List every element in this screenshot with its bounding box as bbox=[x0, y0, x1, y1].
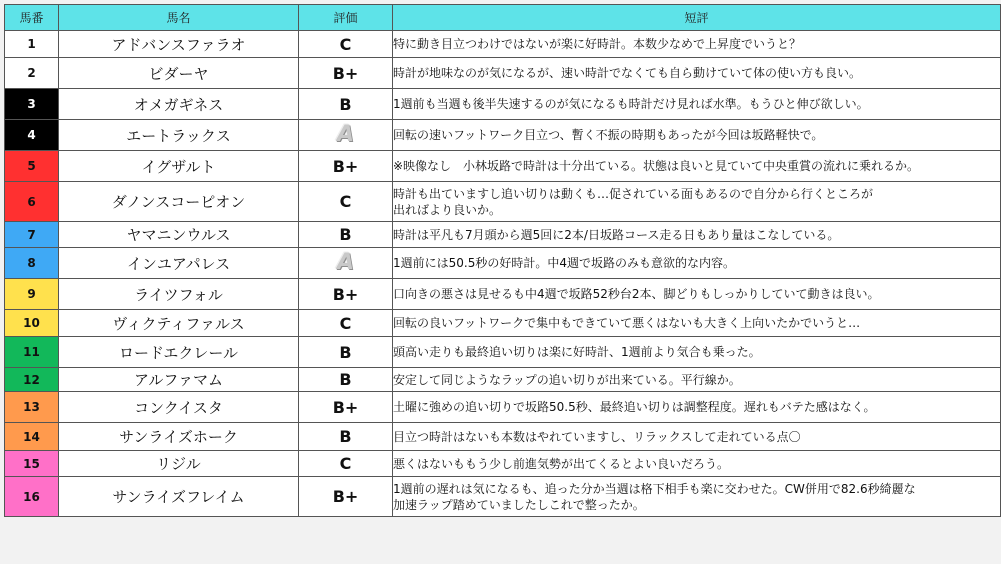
comment-line: 1週前の遅れは気になるも、追った分か当週は格下相手も楽に交わせた。CW併用で82.6秒綺麗な bbox=[393, 481, 916, 496]
table-row bbox=[5, 368, 1001, 392]
comment-line: 加速ラップ踏めていましたしこれで整ったか。 bbox=[393, 497, 645, 512]
table-row bbox=[5, 337, 1001, 368]
table-body bbox=[5, 31, 1001, 517]
grade-value: B+ bbox=[299, 151, 393, 182]
short-comment bbox=[393, 151, 1001, 182]
horse-name: イグザルト bbox=[59, 151, 299, 182]
horse-rating-table bbox=[4, 4, 1001, 517]
grade-value: B+ bbox=[299, 477, 393, 517]
short-comment bbox=[393, 310, 1001, 337]
short-comment bbox=[393, 477, 1001, 517]
short-comment bbox=[393, 337, 1001, 368]
comment-line: 回転の良いフットワークで集中もできていて悪くはないも大きく上向いたかでいうと… bbox=[393, 316, 861, 330]
short-comment bbox=[393, 222, 1001, 248]
horse-number: 10 bbox=[5, 310, 59, 337]
comment-line: 時計は平凡も7月頭から週5回に2本/日坂路コース走る日もあり量はこなしている。 bbox=[393, 227, 840, 242]
short-comment bbox=[393, 248, 1001, 279]
short-comment bbox=[393, 89, 1001, 120]
comment-line: 悪くはないももう少し前進気勢が出てくるとよい良いだろう。 bbox=[393, 456, 730, 471]
horse-name: ビダーヤ bbox=[59, 58, 299, 89]
horse-name: サンライズホーク bbox=[59, 423, 299, 451]
horse-number: 16 bbox=[5, 477, 59, 517]
comment-line: 1週前も当週も後半失速するのが気になるも時計だけ見れば水準。もうひと伸び欲しい。 bbox=[393, 97, 869, 111]
horse-number: 14 bbox=[5, 423, 59, 451]
table-row bbox=[5, 279, 1001, 310]
horse-number: 1 bbox=[5, 31, 59, 58]
horse-name: ダノンスコーピオン bbox=[59, 182, 299, 222]
grade-value: B+ bbox=[299, 279, 393, 310]
horse-name: アドバンスファラオ bbox=[59, 31, 299, 58]
horse-number: 4 bbox=[5, 120, 59, 151]
table-row bbox=[5, 392, 1001, 423]
grade-value: B bbox=[299, 89, 393, 120]
table-row bbox=[5, 182, 1001, 222]
comment-line: ※映像なし 小林坂路で時計は十分出ている。状態は良いと見ていて中央重賞の流れに乗れるか。 bbox=[393, 159, 920, 173]
short-comment bbox=[393, 368, 1001, 392]
grade-a-badge: A bbox=[336, 250, 355, 275]
table-row bbox=[5, 248, 1001, 279]
grade-value: B bbox=[299, 368, 393, 392]
comment-line: 頭高い走りも最終追い切りは楽に好時計、1週前より気合も乗った。 bbox=[393, 345, 761, 359]
comment-line: 目立つ時計はないも本数はやれていますし、リラックスして走れている点〇 bbox=[393, 429, 801, 444]
horse-number: 15 bbox=[5, 451, 59, 477]
comment-line: 出ればより良いか。 bbox=[393, 202, 502, 217]
horse-name: ヴィクティファルス bbox=[59, 310, 299, 337]
comment-line: 時計も出ていますし追い切りは動くも…促されている面もあるので自分から行くところが bbox=[393, 186, 874, 201]
horse-name: サンライズフレイム bbox=[59, 477, 299, 517]
grade-value: C bbox=[299, 31, 393, 58]
grade-value bbox=[299, 248, 393, 279]
horse-number: 9 bbox=[5, 279, 59, 310]
horse-number: 13 bbox=[5, 392, 59, 423]
table-row bbox=[5, 423, 1001, 451]
horse-number: 5 bbox=[5, 151, 59, 182]
short-comment bbox=[393, 392, 1001, 423]
header-row bbox=[5, 5, 1001, 31]
comment-line: 安定して同じようなラップの追い切りが出来ている。平行線か。 bbox=[393, 372, 741, 387]
grade-value: B bbox=[299, 423, 393, 451]
horse-name: エートラックス bbox=[59, 120, 299, 151]
table-row bbox=[5, 451, 1001, 477]
comment-line: 土曜に強めの追い切りで坂路50.5秒、最終追い切りは調整程度。遅れもバテた感はなく。 bbox=[393, 400, 876, 414]
grade-value bbox=[299, 120, 393, 151]
horse-name: ヤマニンウルス bbox=[59, 222, 299, 248]
table-row bbox=[5, 58, 1001, 89]
comment-line: 口向きの悪さは見せるも中4週で坂路52秒台2本、脚どりもしっかりしていて動きは良い。 bbox=[393, 287, 880, 301]
grade-value: C bbox=[299, 451, 393, 477]
horse-number: 8 bbox=[5, 248, 59, 279]
comment-line: 1週前には50.5秒の好時計。中4週で坂路のみも意欲的な内容。 bbox=[393, 256, 735, 270]
comment-line: 回転の速いフットワーク目立つ、暫く不振の時期もあったが今回は坂路軽快で。 bbox=[393, 128, 824, 142]
grade-a-badge: A bbox=[336, 122, 355, 147]
short-comment bbox=[393, 182, 1001, 222]
grade-value: C bbox=[299, 310, 393, 337]
horse-number: 3 bbox=[5, 89, 59, 120]
grade-value: B bbox=[299, 337, 393, 368]
table-row bbox=[5, 222, 1001, 248]
horse-name: オメガギネス bbox=[59, 89, 299, 120]
grade-value: B bbox=[299, 222, 393, 248]
header-comment: 短評 bbox=[393, 5, 1001, 31]
header-name: 馬名 bbox=[59, 5, 299, 31]
short-comment bbox=[393, 451, 1001, 477]
horse-number: 12 bbox=[5, 368, 59, 392]
table-row bbox=[5, 151, 1001, 182]
table-row bbox=[5, 120, 1001, 151]
header-number: 馬番 bbox=[5, 5, 59, 31]
grade-value: B+ bbox=[299, 392, 393, 423]
table-row bbox=[5, 31, 1001, 58]
horse-name: ロードエクレール bbox=[59, 337, 299, 368]
horse-number: 11 bbox=[5, 337, 59, 368]
short-comment bbox=[393, 279, 1001, 310]
grade-value: B+ bbox=[299, 58, 393, 89]
comment-line: 特に動き目立つわけではないが楽に好時計。本数少なめで上昇度でいうと？ bbox=[393, 37, 802, 51]
horse-name: ライツフォル bbox=[59, 279, 299, 310]
horse-number: 7 bbox=[5, 222, 59, 248]
grade-value: C bbox=[299, 182, 393, 222]
short-comment bbox=[393, 120, 1001, 151]
short-comment bbox=[393, 31, 1001, 58]
horse-name: コンクイスタ bbox=[59, 392, 299, 423]
table-row bbox=[5, 477, 1001, 517]
horse-name: アルファマム bbox=[59, 368, 299, 392]
horse-name: リジル bbox=[59, 451, 299, 477]
comment-line: 時計が地味なのが気になるが、速い時計でなくても自ら動けていて体の使い方も良い。 bbox=[393, 66, 862, 80]
horse-number: 6 bbox=[5, 182, 59, 222]
table-row bbox=[5, 310, 1001, 337]
header-grade: 評価 bbox=[299, 5, 393, 31]
short-comment bbox=[393, 423, 1001, 451]
horse-number: 2 bbox=[5, 58, 59, 89]
horse-name: インユアパレス bbox=[59, 248, 299, 279]
short-comment bbox=[393, 58, 1001, 89]
table-row bbox=[5, 89, 1001, 120]
